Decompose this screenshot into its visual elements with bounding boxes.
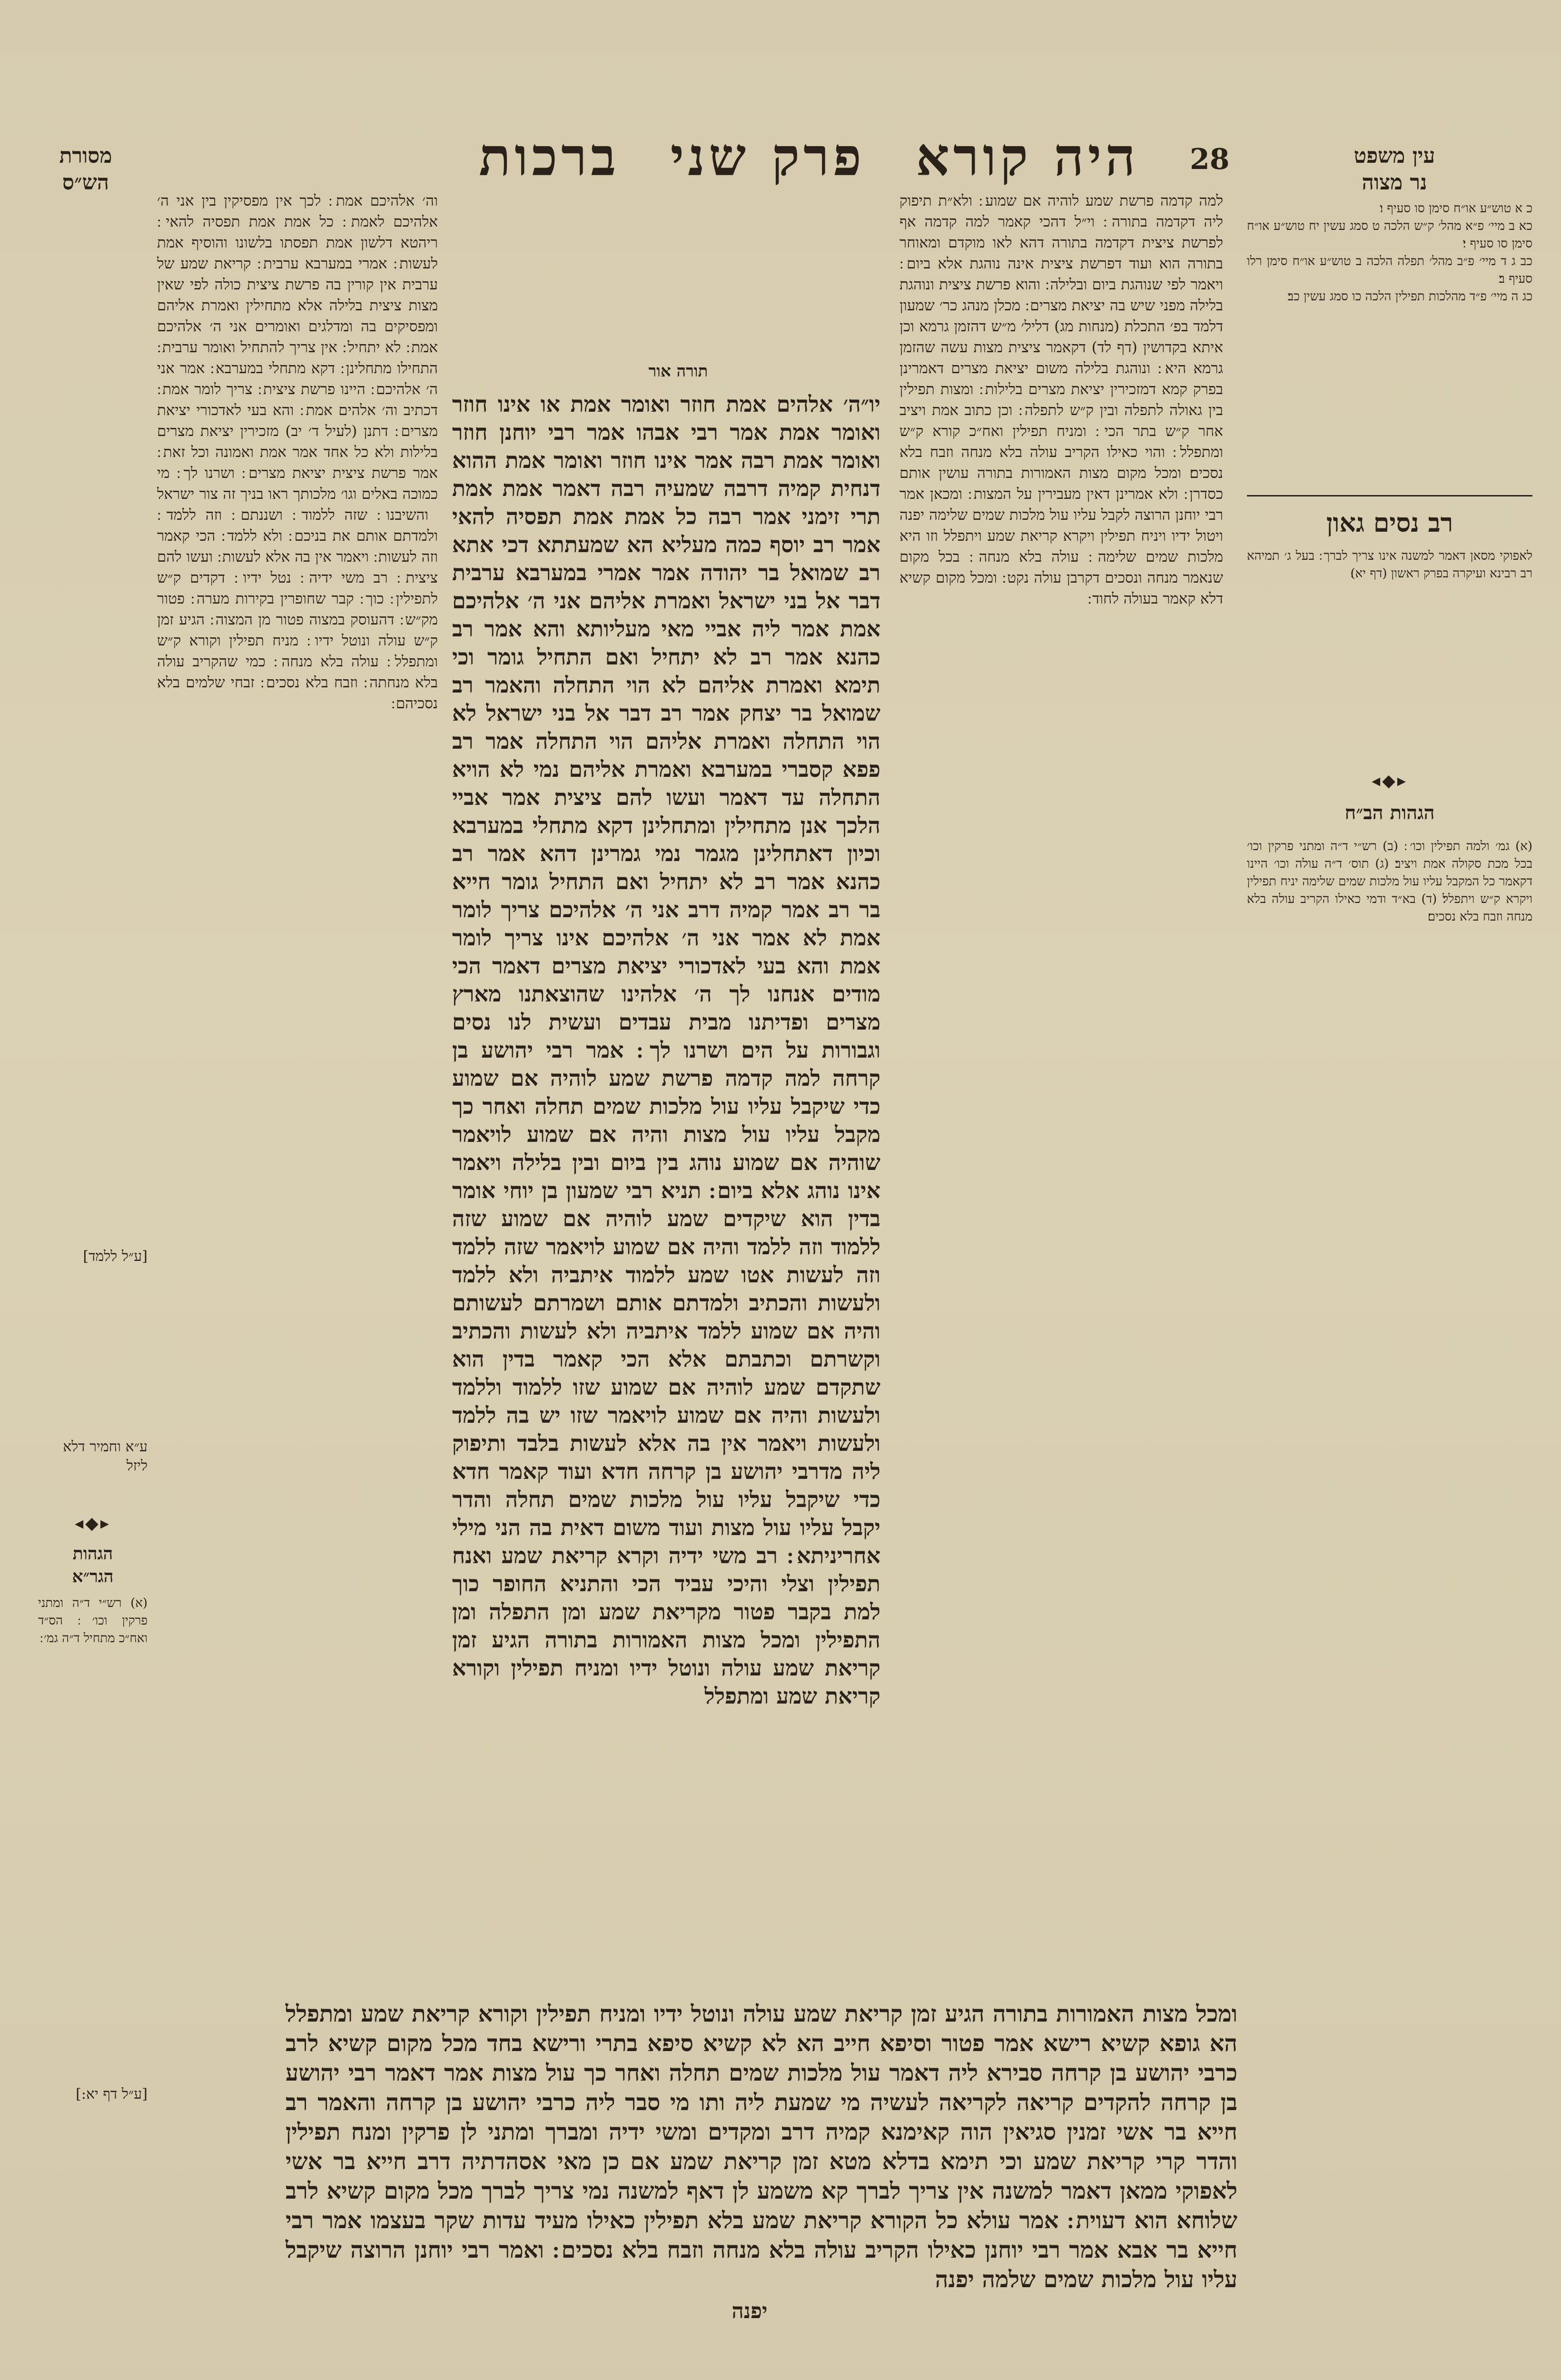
header-tractate: ברכות — [479, 126, 620, 188]
torah-or-label: תורה אור — [648, 362, 708, 381]
hagahot-habach-text: (א) גמ׳ ולמה תפילין וכו׳ ׃ (ב) רש״י ד״ה ומתני פרקין וכו׳ בכל מכת סקולה אמת ויציב׃ (ג) תוס׳ ד״ה עולה וכו׳ היינו דקאמר כל המקבל עליו עול מלכות שמים שלימה יניח תפילין ויקרא ק״ש ויתפלל׃ (ד) בא״ד ודמי כאילו הקריב עולה בלא מנחה וזבח בלא נסכים׃ — [1247, 839, 1532, 924]
rashi-commentary: למה קדמה פרשת שמע לוהיה אם שמוע ׃ ולא״ת תיפוק ליה דקדמה בתורה ׃ וי״ל דהכי קאמר למה קדמה אף לפרשת ציצית דקדמה בתורה דהא לאו מוקדם ומאוחר בתורה הוא ועוד דפרשת ציצית אינה נוהגת אלא ביום ׃ ויאמר לפי שנוהגת ביום ובלילה ׃ והוא פרשת ציצית ונוהגת בלילה מפני שיש בה יציאת מצרים ׃ מכלן מנהג כר׳ שמעון דלמד בפ׳ התכלת (מנחות מג) דליל׳ מ״ש דהזמן גרמא וכן איתא בקדושין (דף לד) דקאמר ציצית מצות עשה שהזמן גרמא היא ׃ ונוהגת בלילה משום יציאת מצרים דאמרינן בפרק קמא דמזכירין יציאת מצרים בלילות ׃ ומצות תפילין בין גאולה לתפלה ובין ק״ש לתפלה ׃ וכן כתוב אמת ויציב אחר ק״ש בתר הכי ׃ ומניח תפילין ואח״כ קורא ק״ש ומתפלל ׃ והוי כאילו הקריב עולה בלא מנחה וזבח בלא נסכים׃ ומכל מקום מצות האמורות בתורה עושין אותם כסדרן ׃ ולא אמרינן דאין מעבירין על המצות ׃ ומכאן אמר רבי יוחנן הרוצה לקבל עליו עול מלכות שמים שלימה יפנה ויטול ידיו ויניח תפילין ויקרא קריאת שמע ויתפלל וזו היא מלכות שמים שלימה ׃ עולה בלא מנחה ׃ בכל מקום שנאמר מנחה ונסכים דקרבן עולה נקט ׃ ומכל מקום קשיא דלא קאמר בעולה לחוד ׃ — [899, 192, 1223, 607]
page-number: 28 — [1190, 143, 1230, 176]
gemara-continuation: ומכל מצות האמורות בתורה הגיע זמן קריאת שמע עולה ונוטל ידיו ומניח תפילין וקורא קריאת שמע ומתפלל הא גופא קשיא רישא אמר פטור וסיפא חייב הא לא קשיא סיפא בתרי ורישא בחד מכל מקום קשיא לרב כרבי יהושע בן קרחה סבירא ליה דאמר עול מלכות שמים תחלה ואחר כך עול מצות אמר דאמר רבי יהושע בן קרחה להקדים קריאה לקריאה לעשיה מי שמעת ליה ותו מי סבר ליה כרבי יהושע בן קרחה והאמר רב חייא בר אשי זמנין סגיאין הוה קאימנא קמיה דרב ומקדים ומשי ידיה ומברך ומתני לן פרקין ומנח תפילין והדר קרי קריאת שמע וכי תימא בדלא מטא זמן קריאת שמע אם כן מאי אסהדתיה דרב חייא בר אשי לאפוקי ממאן דאמר למשנה אין צריך לברך קא משמע לן דאף למשנה נמי צריך לברך מכל מקום קשיא לרב שלוחא הוא דעוית ׃ אמר עולא כל הקורא קריאת שמע בלא תפילין כאילו מעיד עדות שקר בעצמו אמר רבי חייא בר אבא אמר רבי יוחנן כאילו הקריב עולה בלא מנחה וזבח בלא נסכים ׃ ואמר רבי יוחנן הרוצה שיקבל עליו עול מלכות שמים שלמה יפנה — [286, 2001, 1238, 2293]
left-margin-note: ע״א וחמיר דלא ליזל — [63, 1438, 148, 1474]
rav-nissim-text: לאפוקי מסאן דאמר למשנה אינו צריך לברך ׃ בעל ג׳ תמיהא רב רבינא ועיקרה בפרק ראשון (דף יא)׃ — [1247, 549, 1532, 581]
ein-mishpat-title: עין משפט נר מצוה — [1354, 144, 1435, 195]
header-chapter: היה קורא — [916, 126, 1139, 188]
gemara-text: יו״ה׳ אלהים אמת חוזר ואומר אמת או אינו חוזר ואומר אמת אמר רבי אבהו אמר רבי יוחנן חוזר ואומר אמת רבה אמר אינו חוזר ואומר אמת ההוא דנחית קמיה דרבה שמעיה רבה דאמר אמת אמת תרי זימני אמר רבה כל אמת אמת תפסיה להאי אמר רב יוסף כמה מעליא הא שמעתתא דכי אתא רב שמואל בר יהודה אמר אמרי במערבא ערבית דבר אל בני ישראל ואמרת אליהם אני ה׳ אלהיכם אמת אמר ליה אביי מאי מעליותא והא אמר רב כהנא אמר רב לא יתחיל ואם התחיל גומר וכי תימא ואמרת אליהם לא הוי התחלה והאמר רב שמואל בר יצחק אמר רב דבר אל בני ישראל לא הוי התחלה ואמרת אליהם הוי התחלה אמר רב פפא קסברי במערבא ואמרת אליהם נמי לא הויא התחלה עד דאמר ועשו להם ציצית אמר אביי הלכך אנן מתחילין ומתחלינן דקא מתחלי במערבא וכיון דאתחלינן מגמר נמי גמרינן דהא אמר רב כהנא אמר רב לא יתחיל ואם התחיל גומר חייא בר רב אמר קמיה דרב אני ה׳ אלהיכם צריך לומר אמת לא אמר אני ה׳ אלהיכם אינו צריך לומר אמת והא בעי לאדכורי יציאת מצרים דאמר הכי מודים אנחנו לך ה׳ אלהינו שהוצאתנו מארץ מצרים ופדיתנו מבית עבדים ועשית לנו נסים וגבורות על הים ושרנו לך ׃ אמר רבי יהושע בן קרחה למה קדמה פרשת שמע לוהיה אם שמוע כדי שיקבל עליו עול מלכות שמים תחלה ואחר כך מקבל עליו עול מצות והיה אם שמוע לויאמר שוהיה אם שמוע נוהג בין ביום ובין בלילה ויאמר אינו נוהג אלא ביום ׃ תניא רבי שמעון בן יוחי אומר בדין הוא שיקדים שמע לוהיה אם שמוע שזה ללמוד וזה ללמד והיה אם שמוע לויאמר שזה ללמד וזה לעשות אטו שמע ללמוד איתביה ולא ללמד ולעשות והכתיב ולמדתם אותם ושמרתם לעשותם והיה אם שמוע ללמד איתביה ולא לעשות והכתיב וקשרתם וכתבתם אלא הכי קאמר בדין הוא שתקדם שמע לוהיה אם שמוע שזו ללמוד וללמד ולעשות והיה אם שמוע לויאמר שזו יש בה ללמד ולעשות ויאמר אין בה אלא לעשות בלבד ותיפוק ליה מדרבי יהושע בן קרחה חדא ועוד קאמר חדא כדי שיקבל עליו עול מלכות שמים תחלה והדר יקבל עליו עול מצות ועוד משום דאית בה הני מילי אחריניתא ׃ רב משי ידיה וקרא קריאת שמע ואנח תפילין וצלי והיכי עביד הכי והתניא החופר כוך למת בקבר פטור מקריאת שמע ומן התפלה ומן התפילין ומכל מצות האמורות בתורה הגיע זמן קריאת שמע עולה ונוטל ידיו ומניח תפילין וקורא קריאת שמע ומתפלל — [452, 391, 880, 1709]
ornament-divider: ◂◆▸ — [1372, 771, 1408, 791]
page-header — [452, 126, 1166, 188]
hagahot-hagra-text: (א) רש״י ד״ה ומתני פרקין וכו׳ ׃ הס״ד ואח״כ מתחיל ד״ה גמ׳ ׃ — [38, 1596, 148, 1646]
header-perek: פרק שני — [670, 126, 866, 188]
hagahot-hagra-title: הגהות הגר״א — [72, 1544, 114, 1587]
ein-mishpat-text: כ א טוש״ע או״ח סימן סו סעיף ו׃ כא ב מיי׳ פ״א מהל׳ ק״ש הלכה ט סמג עשין יח טוש״ע או״ח סימן סו סעיף י׃ כב ג ד מיי׳ פ״ב מהל׳ תפלה הלכה ב טוש״ע או״ח סימן רלו סעיף ב׃ כג ה מיי׳ פ״ד מהלכות תפילין הלכה כו סמג עשין כב׃ — [1247, 201, 1532, 304]
left-margin-note: [ע״ל דף יא:] — [76, 2086, 148, 2102]
left-margin-note: [ע״ל ללמד] — [83, 1248, 148, 1265]
tosafot-commentary: וה׳ אלהיכם אמת ׃ לכך אין מפסיקין בין אני ה׳ אלהיכם לאמת ׃ כל אמת אמת תפסיה להאי ׃ ריהטא דלשון אמת תפסתו בלשונו והוסיף אמת לעשות ׃ אמרי במערבא ערבית ׃ קריאת שמע של ערבית אין קורין בה פרשת ציצית כולה לפי שאין מצות ציצית בלילה אלא מתחילין ואמרת אליהם ומפסיקים בה ומדלגים ואומרים אני ה׳ אלהיכם אמת ׃ לא יתחיל ׃ אין צריך להתחיל ואומר ערבית ׃ התחילו מתחלינן ׃ דקא מתחלי במערבא ׃ אמר אני ה׳ אלהיכם ׃ היינו פרשת ציצית ׃ צריך לומר אמת ׃ דכתיב וה׳ אלהים אמת ׃ והא בעי לאדכורי יציאת מצרים ׃ דתנן (לעיל ד׳ יב) מזכירין יציאת מצרים בלילות ולא כל אחד אמר אמת ואמונה וכל זאת ׃ אמר פרשת ציצית יציאת מצרים ׃ ושרנו לך ׃ מי כמוכה באלים וגו׳ מלכותך ראו בניך זה צור ישראל ׃ והשיבנו ׃ שזה ללמוד ׃ ושננתם ׃ וזה ללמד ׃ ולמדתם אותם את בניכם ׃ ולא ללמד ׃ הכי קאמר וזה לעשות ׃ ויאמר אין בה אלא לעשות ׃ ועשו להם ציצית ׃ רב משי ידיה ׃ נטל ידיו ׃ דקדים ק״ש לתפילין ׃ כוך ׃ קבר שחופרין בקירות מערה ׃ פטור מק״ש ׃ דהעוסק במצוה פטור מן המצוה ׃ הגיע זמן ק״ש עולה ונוטל ידיו ׃ מניח תפילין וקורא ק״ש ומתפלל ׃ עולה בלא מנחה ׃ כמי שהקריב עולה בלא מנחתה ׃ וזבח בלא נסכים ׃ זבחי שלמים בלא נסכיהם ׃ — [157, 192, 438, 712]
hagahot-habach-title: הגהות הב״ח — [1344, 802, 1435, 824]
masoret-hashas-title: מסורת הש״ס — [59, 144, 112, 195]
catchword: יפנה — [731, 2299, 768, 2323]
ornament-divider: ◂◆▸ — [75, 1514, 111, 1533]
divider — [1247, 495, 1532, 496]
rav-nissim-title: רב נסים גאון — [1326, 507, 1453, 538]
